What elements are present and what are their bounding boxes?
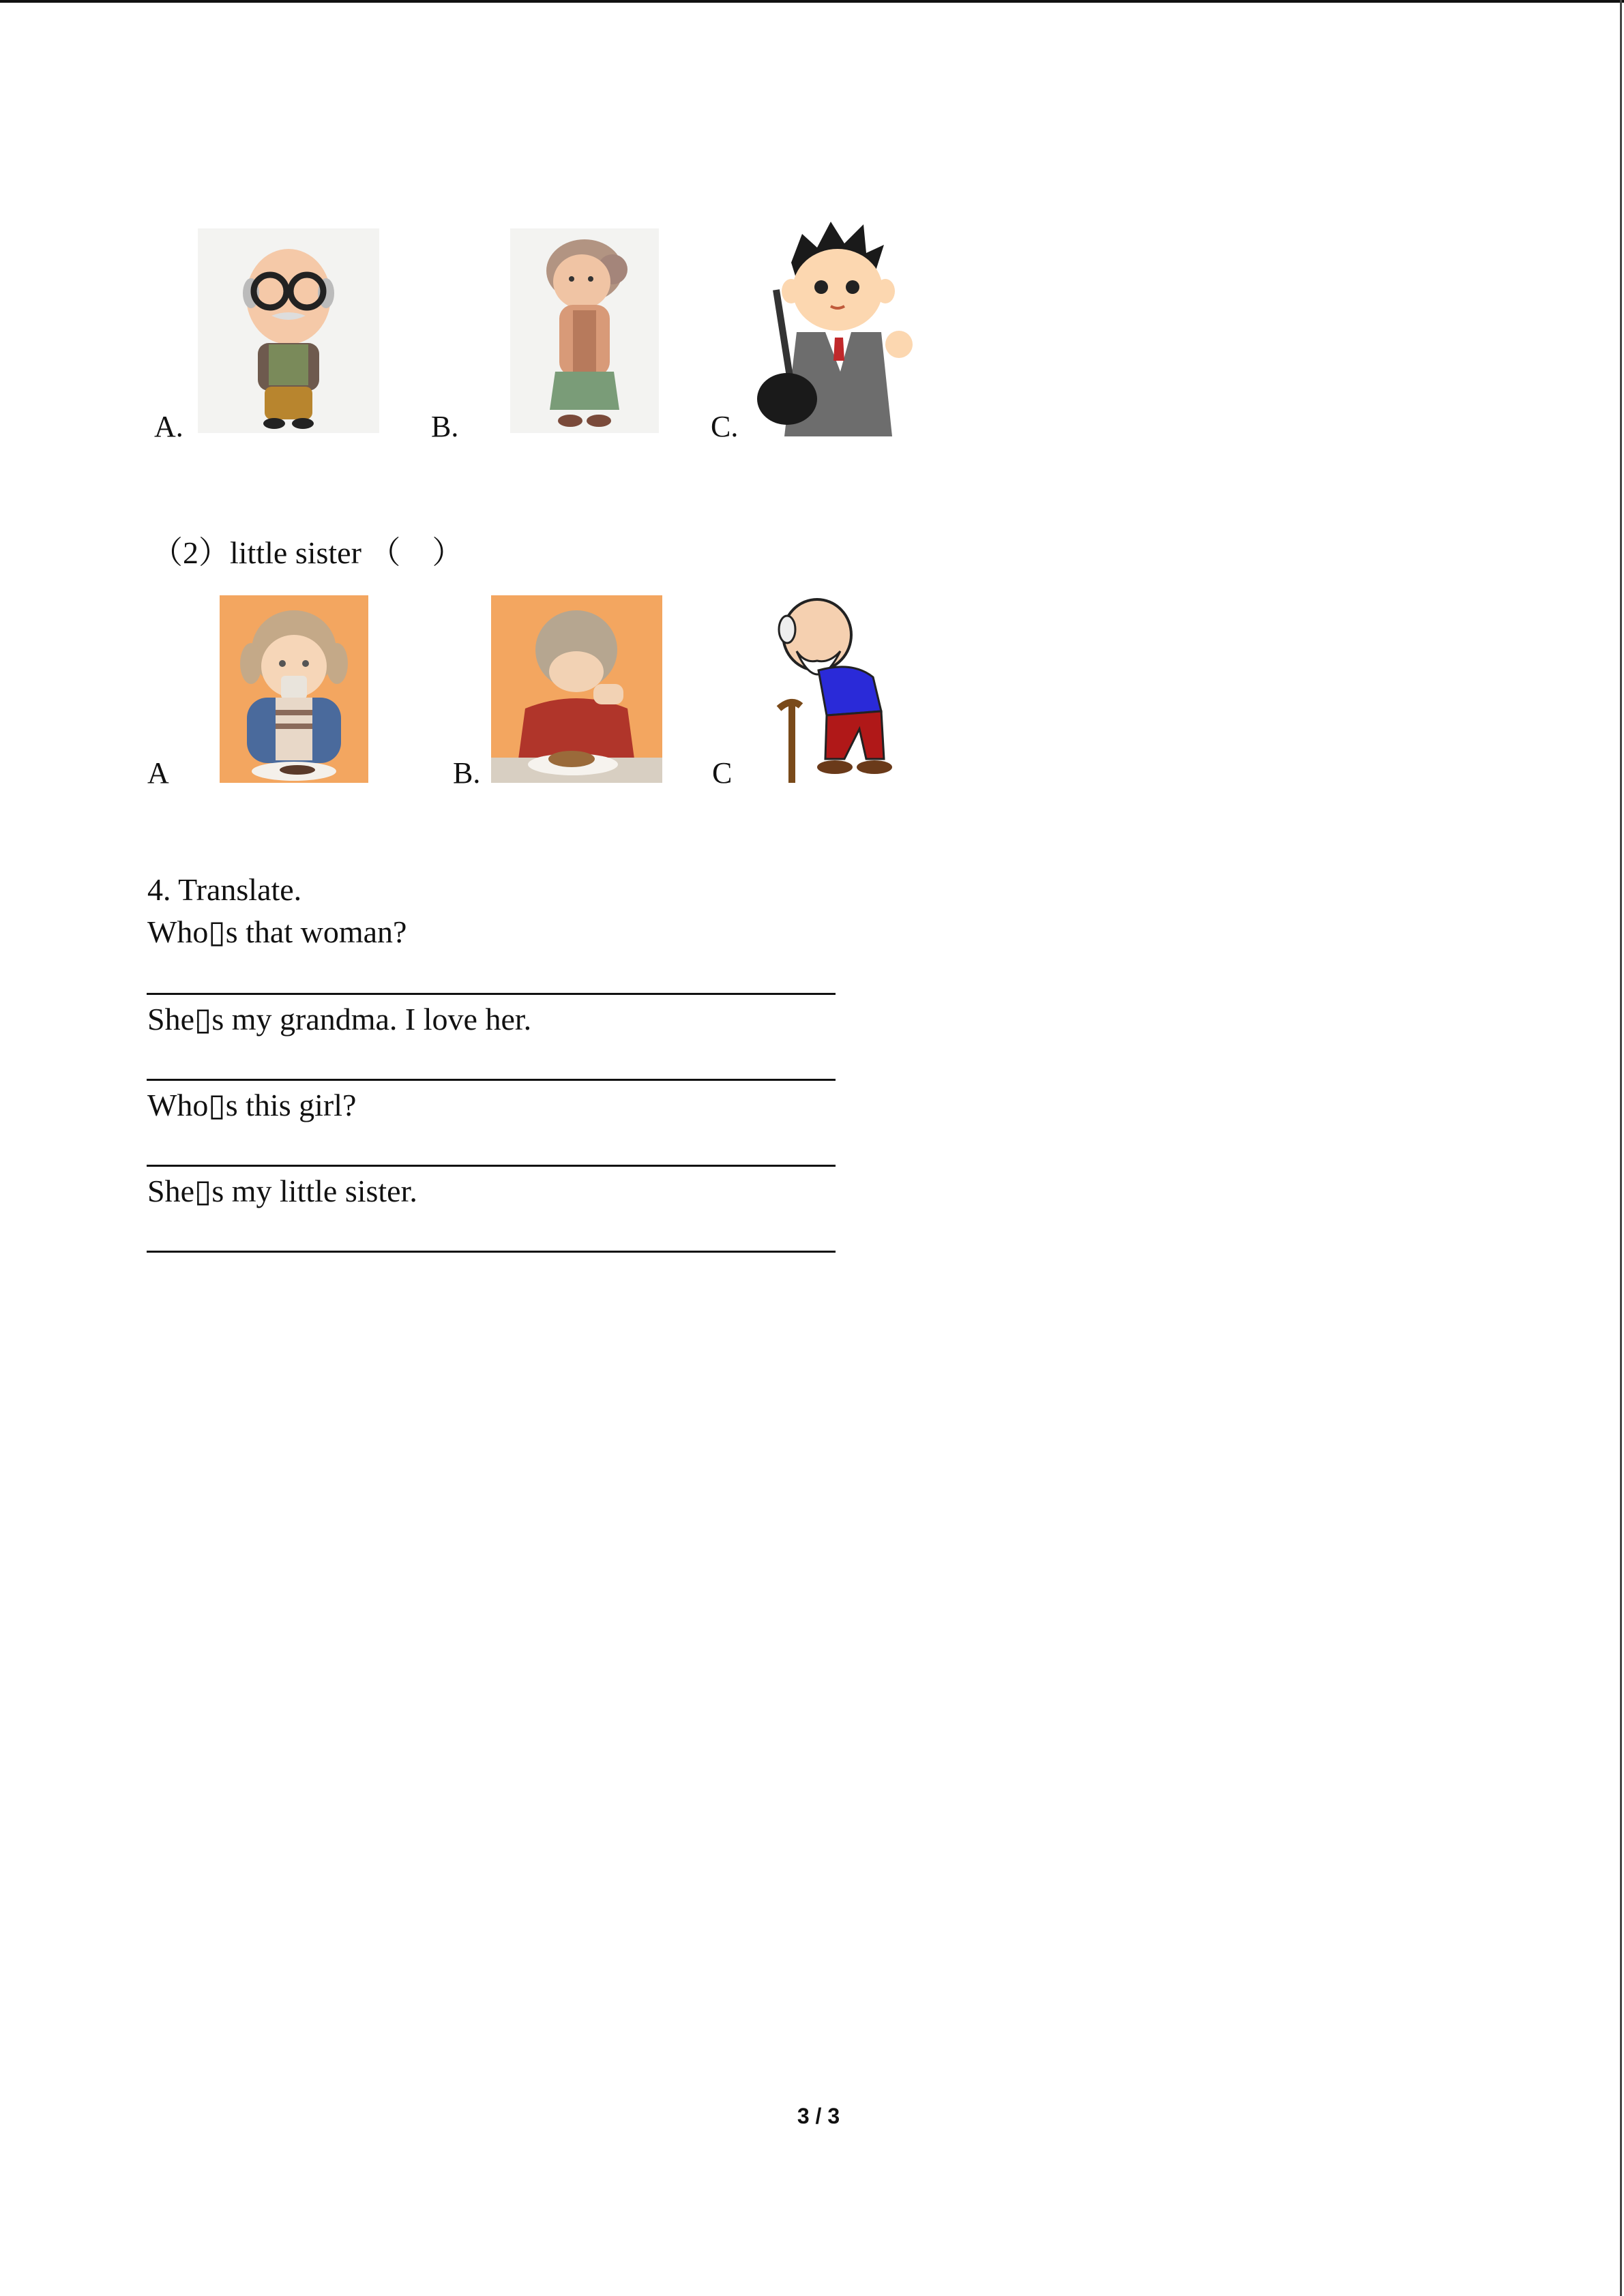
q1-option-b-label: B. — [431, 410, 459, 443]
sentence-4: She▯s my little sister. — [147, 1174, 417, 1208]
q2-option-a-label: A — [147, 756, 169, 790]
girl-eating-image — [220, 595, 368, 783]
answer-line-3[interactable] — [147, 1165, 836, 1167]
q2-option-b-label: B. — [453, 756, 481, 790]
answer-line-4[interactable] — [147, 1251, 836, 1253]
q1-option-a-label: A. — [154, 410, 183, 443]
sentence-3: Who▯s this girl? — [147, 1088, 357, 1122]
page-top-border — [0, 0, 1624, 3]
old-man-cane-image — [764, 595, 898, 783]
boy-eating-image — [491, 595, 662, 783]
businessman-cartoon-image — [749, 215, 919, 436]
page-number: 3 / 3 — [797, 2104, 840, 2128]
q2-prompt: （2）little sister （ ） — [151, 535, 464, 570]
answer-line-2[interactable] — [147, 1079, 836, 1081]
section-4-heading: 4. Translate. — [147, 872, 302, 907]
page-right-border — [1620, 0, 1622, 2296]
grandma-doll-image — [510, 228, 659, 433]
answer-line-1[interactable] — [147, 993, 836, 995]
grandpa-doll-image — [198, 228, 379, 433]
q1-option-c-label: C. — [711, 410, 739, 443]
q2-option-c-label: C — [712, 756, 733, 790]
sentence-2: She▯s my grandma. I love her. — [147, 1002, 532, 1037]
sentence-1: Who▯s that woman? — [147, 914, 407, 949]
